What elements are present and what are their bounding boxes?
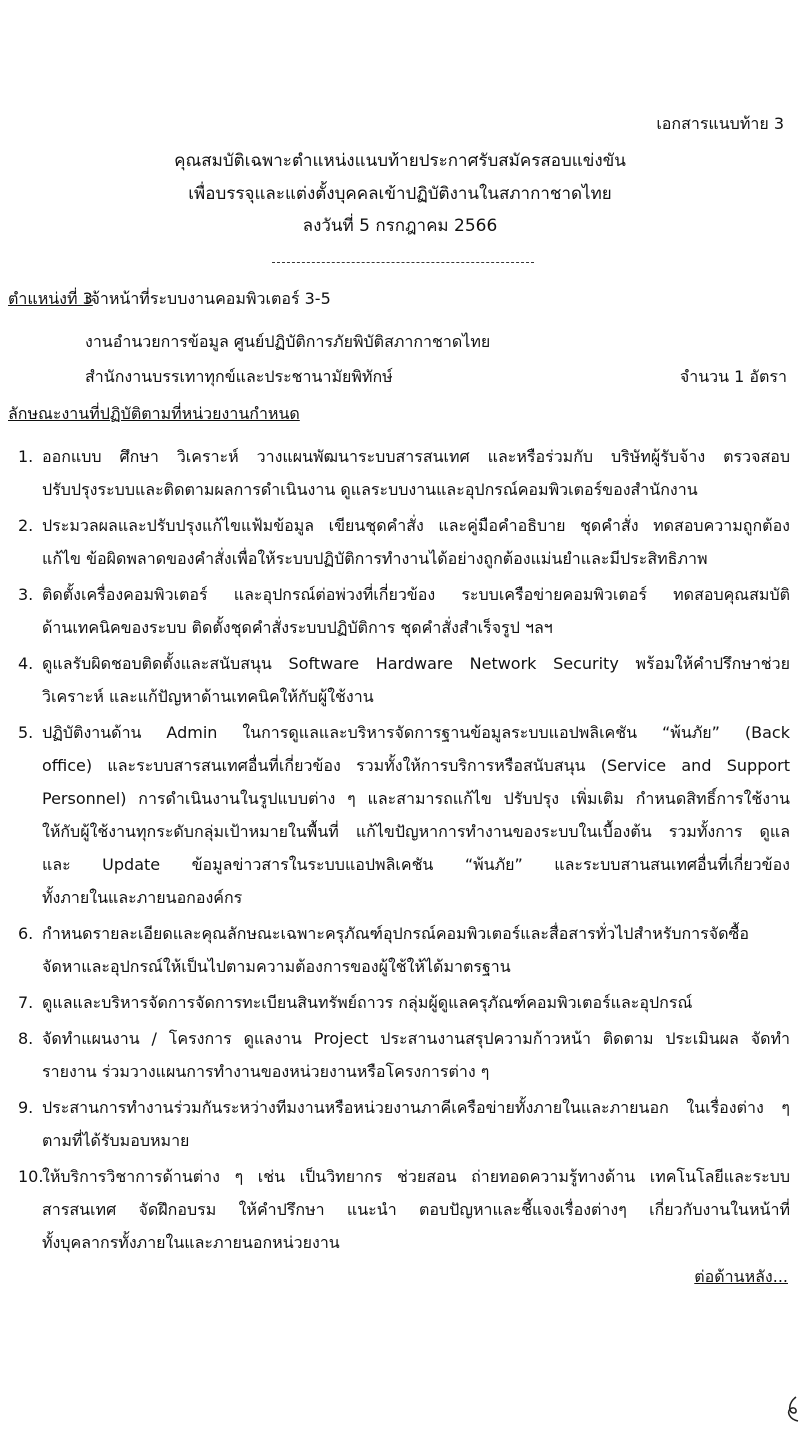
duty-item — [18, 509, 790, 575]
duty-item — [18, 986, 790, 1019]
duty-item — [18, 1160, 790, 1259]
duty-text-line: ประมวลผลและปรับปรุงแก้ไขแฟ้มข้อมูล เขียนชุดคำสั่ง และคู่มือคำอธิบาย ชุดคำสั่ง ทดสอบความถูกต้อง — [42, 516, 790, 535]
duty-number: 7. — [18, 993, 34, 1012]
duty-number: 8. — [18, 1029, 34, 1048]
position-office: สำนักงานบรรเทาทุกข์และประชานามัยพิทักษ์ — [85, 367, 393, 386]
duty-text-line: แก้ไข ข้อผิดพลาดของคำสั่งเพื่อให้ระบบปฏิบัติการทำงานได้อย่างถูกต้องแม่นยำและมีประสิทธิภาพ — [42, 549, 708, 568]
position-title: เจ้าหน้าที่ระบบงานคอมพิวเตอร์ 3-5 — [85, 289, 331, 308]
duty-text-line: ให้กับผู้ใช้งานทุกระดับกลุ่มเป้าหมายในพื้นที่ แก้ไขปัญหาการทำงานของระบบในเบื้องต้น รวมทั้งการ ดูแล — [42, 822, 790, 841]
duty-text-line: ดูแลรับผิดชอบติดตั้งและสนับสนุน Software Hardware Network Security พร้อมให้คำปรึกษาช่วย — [42, 654, 790, 673]
position-unit: งานอำนวยการข้อมูล ศูนย์ปฏิบัติการภัยพิบัติสภากาชาดไทย — [85, 332, 491, 351]
duty-text-line: ดูแลและบริหารจัดการจัดการทะเบียนสินทรัพย์ถาวร กลุ่มผู้ดูแลครุภัณฑ์คอมพิวเตอร์และอุปกรณ์ — [42, 993, 693, 1012]
duty-number: 10. — [18, 1167, 44, 1186]
duty-text-line: ประสานการทำงานร่วมกันระหว่างทีมงานหรือหน่วยงานภาคีเครือข่ายทั้งภายในและภายนอก ในเรื่องต่าง ๆ — [42, 1098, 790, 1117]
duty-text-line: ทั้งบุคลากรทั้งภายในและภายนอกหน่วยงาน — [42, 1233, 340, 1252]
signature-mark — [786, 1395, 800, 1427]
duty-number: 5. — [18, 723, 34, 742]
duty-number: 2. — [18, 516, 34, 535]
duty-text-line: ตามที่ได้รับมอบหมาย — [42, 1131, 190, 1150]
duty-text-line: จัดหาและอุปกรณ์ให้เป็นไปตามความต้องการของผู้ใช้ให้ได้มาตรฐาน — [42, 957, 511, 976]
duty-text-line: วิเคราะห์ และแก้ปัญหาด้านเทคนิคให้กับผู้ใช้งาน — [42, 687, 374, 706]
duty-text-line: ออกแบบ ศึกษา วิเคราะห์ วางแผนพัฒนาระบบสารสนเทศ และหรือร่วมกับ บริษัทผู้รับจ้าง ตรวจสอบ — [42, 447, 790, 466]
duty-item — [18, 578, 790, 644]
duty-number: 6. — [18, 924, 34, 943]
duty-number: 3. — [18, 585, 34, 604]
document-title-line-1: คุณสมบัติเฉพาะตำแหน่งแนบท้ายประกาศรับสมัครสอบแข่งขัน — [174, 151, 626, 171]
duty-item — [18, 1091, 790, 1157]
duties-list — [18, 440, 790, 1262]
duty-text-line: Personnel) การดำเนินงานในรูปแบบต่าง ๆ และสามารถแก้ไข ปรับปรุง เพิ่มเติม กำหนดสิทธิ์การใช้งาน — [42, 789, 790, 808]
annex-label: เอกสารแนบท้าย 3 — [656, 114, 784, 133]
duty-text-line: กำหนดรายละเอียดและคุณลักษณะเฉพาะครุภัณฑ์อุปกรณ์คอมพิวเตอร์และสื่อสารทั่วไปสำหรับการจัดซื้อ — [42, 924, 749, 943]
duty-text-line: office) และระบบสารสนเทศอื่นที่เกี่ยวข้อง รวมทั้งให้การบริการหรือสนับสนุน (Service and Support — [42, 756, 790, 775]
duty-text-line: สารสนเทศ จัดฝึกอบรม ให้คำปรึกษา แนะนำ ตอบปัญหาและชี้แจงเรื่องต่างๆ เกี่ยวกับงานในหน้าที่ — [42, 1200, 790, 1219]
position-label: ตำแหน่งที่ 3 — [8, 289, 93, 308]
duty-item — [18, 440, 790, 506]
duty-text-line: ปรับปรุงระบบและติดตามผลการดำเนินงาน ดูแลระบบงานและอุปกรณ์คอมพิวเตอร์ของสำนักงาน — [42, 480, 698, 499]
duty-item — [18, 917, 790, 983]
document-title-line-2: เพื่อบรรจุและแต่งตั้งบุคคลเข้าปฏิบัติงานในสภากาชาดไทย — [188, 184, 612, 204]
duty-text-line: ติดตั้งเครื่องคอมพิวเตอร์ และอุปกรณ์ต่อพ่วงที่เกี่ยวข้อง ระบบเครือข่ายคอมพิวเตอร์ ทดสอบคุณสมบัติ — [42, 585, 790, 604]
duty-number: 4. — [18, 654, 34, 673]
duty-number: 9. — [18, 1098, 34, 1117]
duty-item — [18, 647, 790, 713]
duty-text-line: ให้บริการวิชาการด้านต่าง ๆ เช่น เป็นวิทยากร ช่วยสอน ถ่ายทอดความรู้ทางด้าน เทคโนโลยีและระบบ — [42, 1167, 790, 1186]
document-date: ลงวันที่ 5 กรกฎาคม 2566 — [302, 216, 498, 236]
position-amount: จำนวน 1 อัตรา — [679, 367, 787, 386]
duties-heading: ลักษณะงานที่ปฏิบัติตามที่หน่วยงานกำหนด — [8, 404, 300, 423]
duty-item — [18, 716, 790, 914]
duty-number: 1. — [18, 447, 34, 466]
continued-label: ต่อด้านหลัง... — [694, 1267, 788, 1286]
duty-text-line: จัดทำแผนงาน / โครงการ ดูแลงาน Project ประสานงานสรุปความก้าวหน้า ติดตาม ประเมินผล จัดทำ — [42, 1029, 790, 1048]
duty-text-line: และ Update ข้อมูลข่าวสารในระบบแอปพลิเคชัน “พ้นภัย” และระบบสานสนเทศอื่นที่เกี่ยวข้อง — [42, 855, 790, 874]
duty-text-line: รายงาน ร่วมวางแผนการทำงานของหน่วยงานหรือโครงการต่าง ๆ — [42, 1062, 490, 1081]
duty-text-line: ทั้งภายในและภายนอกองค์กร — [42, 888, 243, 907]
duty-text-line: ด้านเทคนิคของระบบ ติดตั้งชุดคำสั่งระบบปฏิบัติการ ชุดคำสั่งสำเร็จรูป ฯลฯ — [42, 618, 553, 637]
divider — [272, 262, 534, 263]
duty-item — [18, 1022, 790, 1088]
duty-text-line: ปฏิบัติงานด้าน Admin ในการดูแลและบริหารจัดการฐานข้อมูลระบบแอปพลิเคชัน “พ้นภัย” (Back — [42, 723, 790, 742]
